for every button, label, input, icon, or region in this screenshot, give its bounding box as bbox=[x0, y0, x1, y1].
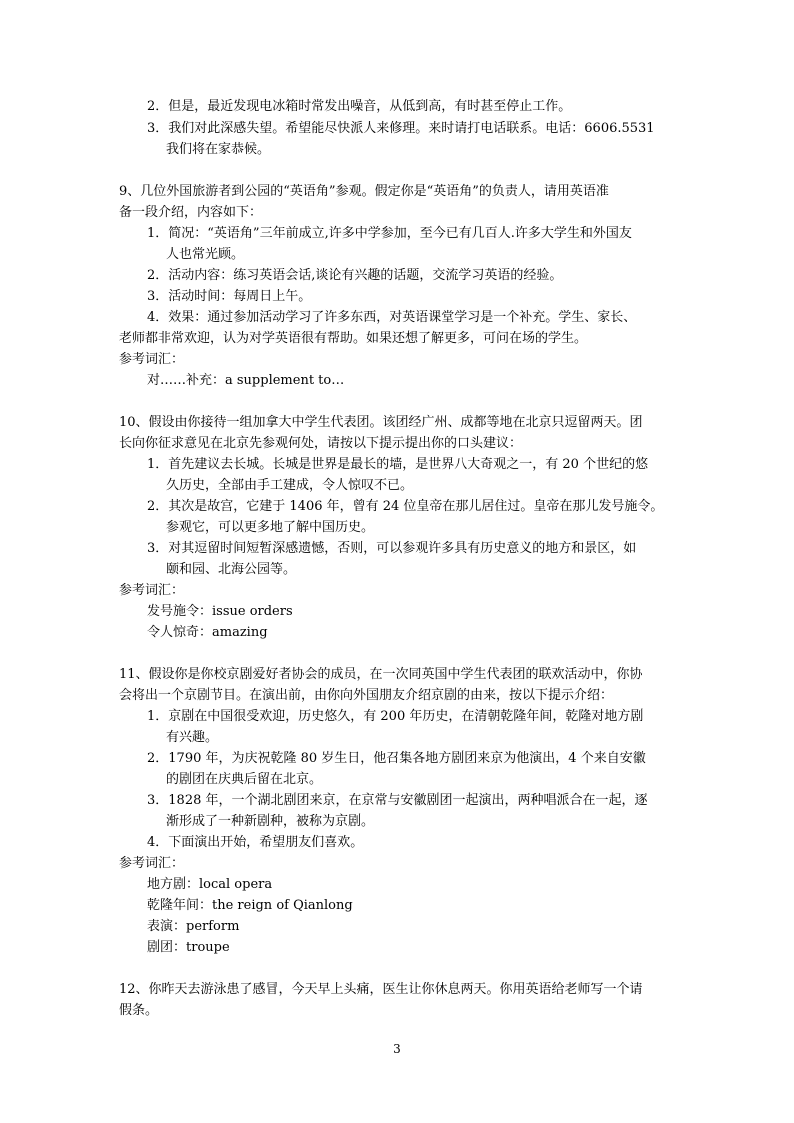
q9-prompt: 9、几位外国旅游者到公园的“英语角”参观。假定你是“英语角”的负责人，请用英语准 bbox=[119, 184, 609, 199]
q12-prompt-cont: 假条。 bbox=[119, 1003, 159, 1018]
q11-vocab-2: 乾隆年间：the reign of Qianlong bbox=[147, 898, 353, 913]
q8-item-3-cont: 我们将在家恭候。 bbox=[166, 142, 271, 157]
q11-item-2-cont: 的剧团在庆典后留在北京。 bbox=[166, 772, 323, 787]
q11-item-1: 1．京剧在中国很受欢迎，历史悠久，有 200 年历史，在清朝乾隆年间，乾隆对地方剧 bbox=[147, 709, 644, 724]
q9-item-1: 1．简况：“英语角”三年前成立,许多中学参加，至今已有几百人.许多大学生和外国友 bbox=[147, 226, 632, 241]
q10-item-3-cont: 颐和园、北海公园等。 bbox=[166, 562, 297, 577]
q11-prompt-cont: 会将出一个京剧节目。在演出前，由你向外国朋友介绍京剧的由来，按以下提示介绍： bbox=[119, 688, 614, 703]
q11-item-3: 3．1828 年，一个湖北剧团来京，在京常与安徽剧团一起演出，两种唱派合在一起，逐 bbox=[147, 793, 648, 808]
q10-prompt-cont: 长向你征求意见在北京先参观何处，请按以下提示提出你的口头建议： bbox=[119, 436, 523, 451]
q11-vocab-1: 地方剧：local opera bbox=[147, 877, 273, 892]
q10-item-3: 3．对其逗留时间短暂深感遗憾，否则，可以参观许多具有历史意义的地方和景区，如 bbox=[147, 541, 637, 556]
q10-prompt: 10、假设由你接待一组加拿大中学生代表团。该团经广州、成都等地在北京只逗留两天。团 bbox=[119, 415, 643, 430]
q9-item-1-cont: 人也常光顾。 bbox=[166, 247, 245, 262]
q9-vocab-1: 对……补充：a supplement to… bbox=[147, 373, 345, 388]
q12-prompt: 12、你昨天去游泳患了感冒，今天早上头痛，医生让你休息两天。你用英语给老师写一个请 bbox=[119, 982, 643, 997]
page-number: 3 bbox=[393, 1042, 401, 1056]
q8-item-2: 2．但是，最近发现电冰箱时常发出噪音，从低到高，有时甚至停止工作。 bbox=[147, 99, 572, 114]
q9-item-2: 2．活动内容：练习英语会话,谈论有兴趣的话题，交流学习英语的经验。 bbox=[147, 268, 563, 283]
q10-item-2-cont: 参观它，可以更多地了解中国历史。 bbox=[166, 520, 375, 535]
q11-prompt: 11、假设你是你校京剧爱好者协会的成员，在一次同英国中学生代表团的联欢活动中，你协 bbox=[119, 667, 643, 682]
q9-item-4: 4．效果：通过参加活动学习了许多东西，对英语课堂学习是一个补充。学生、家长、 bbox=[147, 310, 637, 325]
q11-item-2: 2．1790 年，为庆祝乾隆 80 岁生日，他召集各地方剧团来京为他演出，4 个来自安徽 bbox=[147, 751, 646, 766]
q10-vocab-heading: 参考词汇： bbox=[119, 583, 185, 598]
q11-item-1-cont: 有兴趣。 bbox=[166, 730, 219, 745]
q11-item-3-cont: 渐形成了一种新剧种，被称为京剧。 bbox=[166, 814, 375, 829]
q11-vocab-heading: 参考词汇： bbox=[119, 856, 185, 871]
q9-prompt-cont: 备一段介绍，内容如下： bbox=[119, 205, 263, 220]
q10-item-1-cont: 久历史，全部由手工建成，令人惊叹不已。 bbox=[166, 478, 414, 493]
q9-item-4-cont: 老师都非常欢迎，认为对学英语很有帮助。如果还想了解更多，可问在场的学生。 bbox=[119, 331, 588, 346]
q10-vocab-1: 发号施令：issue orders bbox=[147, 604, 293, 619]
q9-vocab-heading: 参考词汇： bbox=[119, 352, 185, 367]
q10-vocab-2: 令人惊奇：amazing bbox=[147, 625, 268, 640]
q8-item-3: 3．我们对此深感失望。希望能尽快派人来修理。来时请打电话联系。电话：6606.5531 bbox=[147, 121, 655, 136]
q10-item-1: 1．首先建议去长城。长城是世界是最长的墙，是世界八大奇观之一，有 20 个世纪的悠 bbox=[147, 457, 649, 472]
q11-item-4: 4．下面演出开始，希望朋友们喜欢。 bbox=[147, 835, 364, 850]
q9-item-3: 3．活动时间：每周日上午。 bbox=[147, 289, 312, 304]
q10-item-2: 2．其次是故宫，它建于 1406 年，曾有 24 位皇帝在那儿居住过。皇帝在那儿发号施令。 bbox=[147, 499, 664, 514]
q11-vocab-4: 剧团：troupe bbox=[147, 940, 230, 955]
q11-vocab-3: 表演：perform bbox=[147, 919, 240, 934]
